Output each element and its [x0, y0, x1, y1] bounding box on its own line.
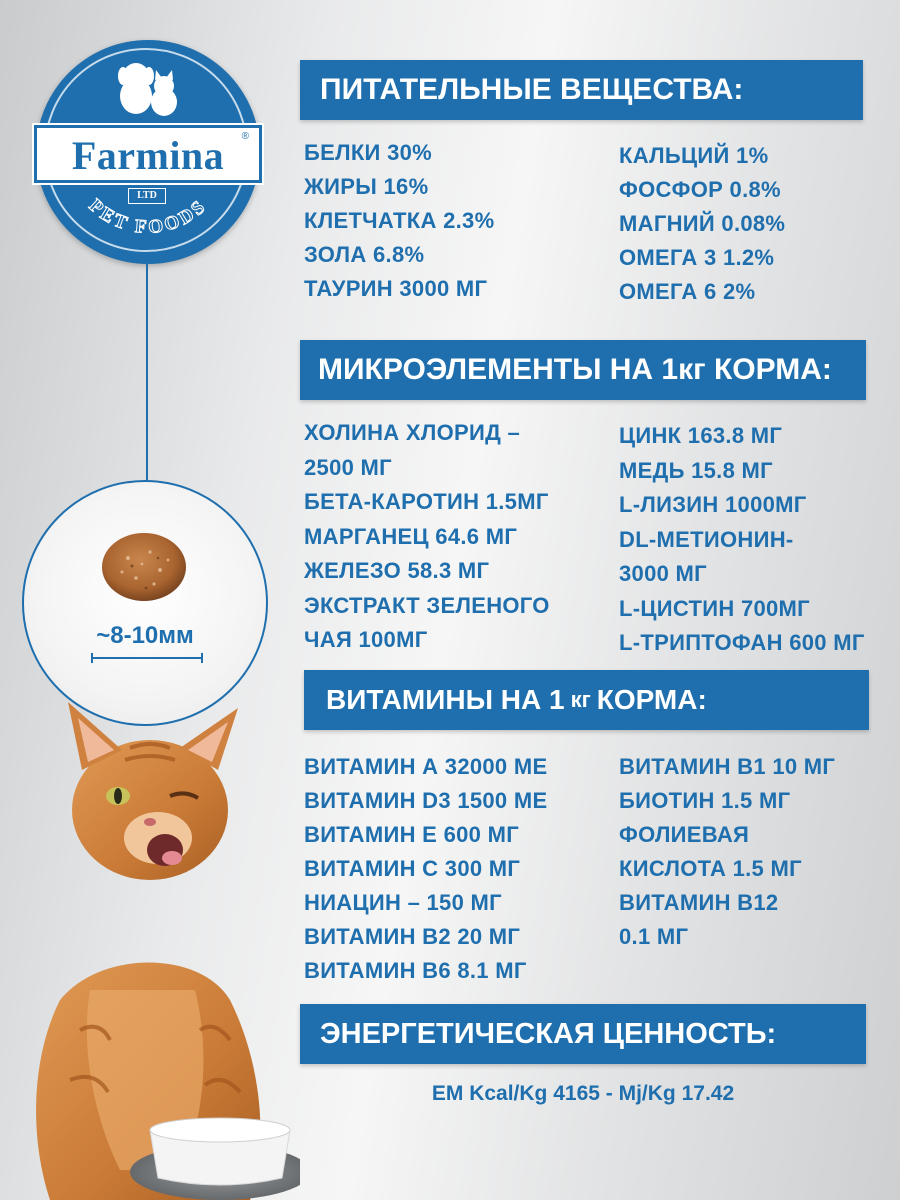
- micro-item: 2500 МГ: [304, 454, 392, 480]
- micro-item: ЧАЯ 100МГ: [304, 627, 428, 652]
- nutrient-item: ОМЕГА 3 1.2%: [619, 245, 775, 270]
- vitamin-item: БИОТИН 1.5 МГ: [619, 788, 791, 813]
- kibble-size-label: ~8-10мм: [96, 622, 194, 649]
- nutrients-banner: [300, 60, 863, 120]
- nutrient-item: ОМЕГА 6 2%: [619, 279, 756, 304]
- vitamins-right-list: [619, 750, 835, 954]
- vitamins-title-unit: кг: [570, 687, 591, 712]
- nutrients-title: ПИТАТЕЛЬНЫЕ ВЕЩЕСТВА:: [320, 73, 744, 106]
- micro-item: МАРГАНЕЦ 64.6 МГ: [304, 523, 518, 549]
- vitamin-item: ВИТАМИН В2 20 МГ: [304, 924, 521, 949]
- micro-left-list: [304, 416, 550, 658]
- vitamin-item: ВИТАМИН Е 600 МГ: [304, 822, 519, 847]
- farmina-logo: [36, 40, 260, 264]
- energy-title: ЭНЕРГЕТИЧЕСКАЯ ЦЕННОСТЬ:: [320, 1017, 777, 1050]
- micro-item: ЦИНК 163.8 МГ: [619, 423, 783, 448]
- logo-registered: ®: [241, 131, 249, 142]
- nutrient-item: МАГНИЙ 0.08%: [619, 211, 786, 236]
- vitamin-item: ФОЛИЕВАЯ: [619, 822, 750, 847]
- micro-item: МЕДЬ 15.8 МГ: [619, 457, 773, 483]
- micro-item: L-ТРИПТОФАН 600 МГ: [619, 630, 865, 655]
- nutrient-item: КАЛЬЦИЙ 1%: [619, 143, 769, 168]
- dog-cat-icon: [110, 60, 188, 118]
- micro-banner: [300, 340, 866, 400]
- logo-wordmark-plate: [34, 125, 262, 183]
- nutrients-left-list: [304, 136, 494, 306]
- micro-item: L-ЦИСТИН 700МГ: [619, 595, 810, 621]
- micro-title: МИКРОЭЛЕМЕНТЫ НА 1кг КОРМА:: [318, 353, 832, 386]
- micro-item: 3000 МГ: [619, 561, 707, 586]
- micro-right-list: [619, 419, 865, 661]
- vitamin-item: НИАЦИН – 150 МГ: [304, 890, 502, 915]
- micro-item: DL-МЕТИОНИН-: [619, 526, 794, 552]
- nutrient-item: ФОСФОР 0.8%: [619, 177, 781, 202]
- vitamin-item: ВИТАМИН В6 8.1 МГ: [304, 958, 527, 983]
- micro-item: БЕТА-КАРОТИН 1.5МГ: [304, 489, 549, 514]
- vitamin-item: ВИТАМИН С 300 МГ: [304, 856, 521, 881]
- vitamin-item: ВИТАМИН В1 10 МГ: [619, 754, 836, 779]
- nutrients-right-list: [619, 139, 785, 309]
- nutrient-item: ЖИРЫ 16%: [304, 174, 429, 199]
- kibble-size-circle: [22, 480, 268, 726]
- vitamin-item: ВИТАМИН А 32000 МЕ: [304, 754, 548, 779]
- nutrient-item: ЗОЛА 6.8%: [304, 242, 425, 267]
- energy-value: EM Kcal/Kg 4165 - Mj/Kg 17.42: [431, 1082, 735, 1105]
- logo-ltd: LTD: [128, 188, 166, 204]
- nutrient-item: БЕЛКИ 30%: [304, 140, 433, 165]
- kibble-image: [98, 530, 190, 604]
- size-rule: [90, 652, 204, 664]
- micro-item: ЭКСТРАКТ ЗЕЛЕНОГО: [304, 592, 550, 618]
- logo-subtitle: PET FOODS: [84, 195, 212, 239]
- vitamins-banner: [304, 670, 869, 730]
- micro-item: ХОЛИНА ХЛОРИД –: [304, 420, 521, 445]
- vitamins-left-list: [304, 750, 547, 988]
- energy-banner: [300, 1004, 866, 1064]
- vitamin-item: ВИТАМИН D3 1500 МЕ: [304, 788, 548, 813]
- micro-item: L-ЛИЗИН 1000МГ: [619, 492, 807, 517]
- nutrient-item: ТАУРИН 3000 МГ: [304, 276, 488, 301]
- micro-item: ЖЕЛЕЗО 58.3 МГ: [304, 558, 490, 583]
- vitamin-item: 0.1 МГ: [619, 924, 689, 949]
- vitamins-title-part1: ВИТАМИНЫ НА 1: [326, 684, 565, 715]
- connector-line: [146, 264, 148, 482]
- cat-illustration: [0, 700, 300, 1200]
- vitamin-item: ВИТАМИН В12: [619, 890, 779, 915]
- logo-wordmark: Farmina: [71, 133, 225, 178]
- nutrient-item: КЛЕТЧАТКА 2.3%: [304, 208, 495, 233]
- vitamins-title-part2: КОРМА:: [596, 684, 707, 715]
- vitamin-item: КИСЛОТА 1.5 МГ: [619, 856, 802, 881]
